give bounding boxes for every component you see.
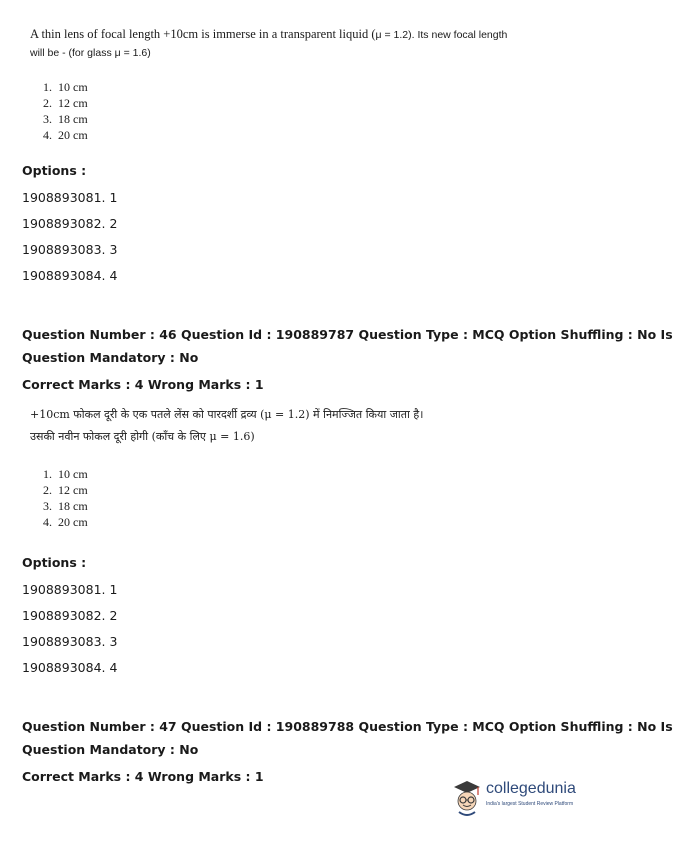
- choice-item: [38, 498, 88, 514]
- choice-number: 2.: [43, 96, 52, 110]
- q45-text-a: A thin lens of focal length +10cm is immerse in a transparent liquid (: [30, 27, 376, 41]
- question-header: Question Number : 46 Question Id : 190889787 Question Type : MCQ Option Shuffling : No Is: [22, 327, 673, 342]
- choice-text: 10 cm: [58, 80, 88, 94]
- choice-text: 20 cm: [58, 128, 88, 142]
- choice-number: 4.: [43, 128, 52, 142]
- q45-text-d: = 1.6): [120, 47, 151, 59]
- mu-symbol: μ: [375, 29, 382, 41]
- option-id: 1908893084. 4: [22, 660, 118, 675]
- choice-item: [38, 95, 88, 111]
- logo-wordmark: collegedunia: [486, 780, 576, 797]
- choice-text: 10 cm: [58, 467, 88, 481]
- q46-choices: [38, 466, 88, 530]
- q46-question-line2: उसकी नवीन फोकल दूरी होगी (काँच के लिए μ = 1.6): [30, 430, 255, 443]
- choice-text: 18 cm: [58, 112, 88, 126]
- option-id: 1908893083. 3: [22, 634, 118, 649]
- choice-text: 12 cm: [58, 96, 88, 110]
- choice-number: 3.: [43, 499, 52, 513]
- choice-item: [38, 111, 88, 127]
- question-header: Question Number : 47 Question Id : 190889788 Question Type : MCQ Option Shuffling : No Is: [22, 719, 673, 734]
- collegedunia-logo: [450, 778, 590, 820]
- option-id: 1908893082. 2: [22, 216, 118, 231]
- marks-line: Correct Marks : 4 Wrong Marks : 1: [22, 769, 264, 784]
- options-label: Options :: [22, 163, 87, 178]
- question-mandatory: Question Mandatory : No: [22, 350, 199, 365]
- question-mandatory: Question Mandatory : No: [22, 742, 199, 757]
- option-id: 1908893084. 4: [22, 268, 118, 283]
- choice-item: [38, 482, 88, 498]
- choice-text: 18 cm: [58, 499, 88, 513]
- option-id: 1908893083. 3: [22, 242, 118, 257]
- q45-choices: [38, 79, 88, 143]
- q45-text-b: = 1.2). Its new focal length: [381, 29, 508, 41]
- choice-number: 2.: [43, 483, 52, 497]
- choice-item: [38, 127, 88, 143]
- choice-item: [38, 466, 88, 482]
- q45-question-line1: [30, 26, 507, 44]
- option-id: 1908893081. 1: [22, 582, 118, 597]
- choice-item: [38, 79, 88, 95]
- option-id: 1908893082. 2: [22, 608, 118, 623]
- q46-question-line1: +10cm फोकल दूरी के एक पतले लेंस को पारदर्शी द्रव्य (μ = 1.2) में निमज्जित किया जाता है।: [30, 408, 424, 421]
- options-label: Options :: [22, 555, 87, 570]
- choice-text: 12 cm: [58, 483, 88, 497]
- logo-tagline: India's largest Student Review Platform: [486, 801, 574, 807]
- choice-item: [38, 514, 88, 530]
- q45-text-c: will be - (for glass: [30, 47, 115, 59]
- q45-question-line2: [30, 43, 151, 62]
- choice-number: 4.: [43, 515, 52, 529]
- choice-number: 1.: [43, 80, 52, 94]
- graduate-mascot-icon: [450, 778, 484, 818]
- option-id: 1908893081. 1: [22, 190, 118, 205]
- choice-text: 20 cm: [58, 515, 88, 529]
- choice-number: 3.: [43, 112, 52, 126]
- choice-number: 1.: [43, 467, 52, 481]
- marks-line: Correct Marks : 4 Wrong Marks : 1: [22, 377, 264, 392]
- mu-symbol: μ: [114, 47, 121, 59]
